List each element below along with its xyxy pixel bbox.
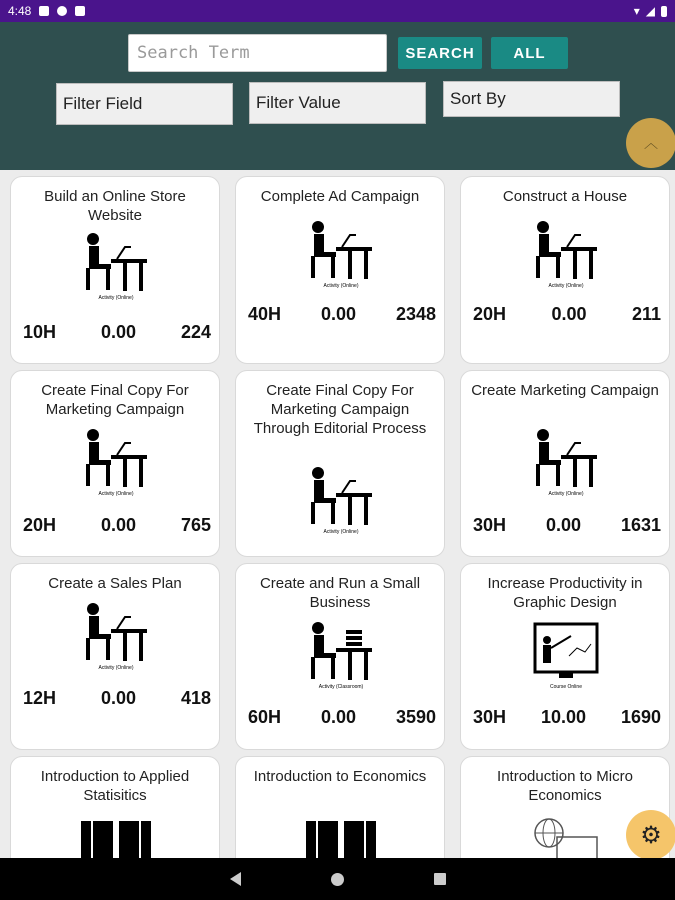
course-title: Complete Ad Campaign	[260, 188, 420, 205]
chevron-up-icon: ︿	[644, 135, 658, 151]
course-hours: 40H	[248, 304, 282, 324]
course-online-icon	[531, 620, 601, 690]
course-card[interactable]	[460, 176, 670, 364]
svg-text:Activity (Online): Activity (Online)	[98, 295, 134, 301]
course-title: Create and Run a Small Business	[259, 575, 421, 611]
course-hours: 30H	[473, 515, 507, 535]
svg-text:Activity (Online): Activity (Online)	[98, 665, 134, 671]
svg-text:Activity (Online): Activity (Online)	[323, 283, 359, 289]
course-stats	[23, 515, 211, 536]
course-price: 0.00	[320, 304, 357, 324]
svg-text:Activity (Online): Activity (Online)	[548, 283, 584, 289]
svg-text:Course Online: Course Online	[550, 684, 582, 690]
activity-online-icon	[306, 219, 376, 289]
course-price: 0.00	[545, 515, 582, 535]
back-icon[interactable]	[230, 872, 241, 886]
activity-online-icon	[531, 427, 601, 497]
course-card[interactable]	[460, 370, 670, 557]
course-price: 0.00	[320, 707, 357, 727]
course-title: Introduction to Applied Statisitics	[40, 768, 190, 804]
course-count: 224	[180, 322, 211, 342]
filter-value-input[interactable]: Filter Value	[249, 82, 426, 124]
course-card[interactable]	[10, 563, 220, 750]
activity-classroom-icon	[306, 620, 376, 690]
svg-text:Activity (Online): Activity (Online)	[548, 491, 584, 497]
course-title: Introduction to Economics	[253, 768, 427, 785]
status-time: 4:48	[8, 4, 32, 18]
course-stats	[248, 304, 436, 325]
signal-icon: ◢	[645, 4, 655, 18]
svg-text:Activity (Online): Activity (Online)	[98, 491, 134, 497]
course-card[interactable]	[235, 370, 445, 557]
android-nav-bar	[0, 858, 675, 900]
recents-icon[interactable]	[434, 873, 446, 885]
course-title: Introduction to Micro Economics	[497, 768, 633, 804]
activity-online-icon	[81, 231, 151, 301]
activity-online-icon	[531, 219, 601, 289]
settings-button[interactable]	[626, 810, 675, 860]
course-hours: 12H	[23, 688, 57, 708]
course-card[interactable]	[10, 370, 220, 557]
course-stats	[23, 322, 211, 343]
gear-icon: ⚙	[640, 821, 662, 849]
course-hours: 20H	[473, 304, 507, 324]
course-price: 0.00	[100, 688, 137, 708]
course-stats	[23, 688, 211, 709]
course-count: 2348	[395, 304, 436, 324]
search-button[interactable]: SEARCH	[398, 37, 482, 69]
course-count: 1690	[620, 707, 661, 727]
course-hours: 30H	[473, 707, 507, 727]
wifi-icon: ▾	[633, 4, 640, 18]
course-stats	[473, 707, 661, 728]
activity-online-icon	[81, 427, 151, 497]
course-card[interactable]	[235, 756, 445, 858]
sort-by-select[interactable]: Sort By	[443, 81, 620, 117]
activity-online-icon	[306, 465, 376, 535]
course-card[interactable]	[10, 176, 220, 364]
all-button[interactable]: ALL	[491, 37, 568, 69]
course-stats	[248, 707, 436, 728]
notification-icon	[39, 6, 49, 16]
collapse-header-button[interactable]	[626, 118, 675, 168]
globe-icon	[531, 817, 601, 858]
status-bar	[0, 0, 675, 22]
course-card[interactable]	[235, 563, 445, 750]
book-icon	[306, 819, 376, 858]
course-hours: 20H	[23, 515, 57, 535]
battery-icon	[661, 6, 667, 17]
activity-online-icon	[81, 601, 151, 671]
course-hours: 60H	[248, 707, 282, 727]
course-price: 0.00	[100, 322, 137, 342]
course-card[interactable]	[235, 176, 445, 364]
sd-card-icon	[75, 6, 85, 16]
course-count: 418	[180, 688, 211, 708]
course-title: Build an Online Store Website	[44, 188, 186, 224]
course-card[interactable]	[460, 563, 670, 750]
course-hours: 10H	[23, 322, 57, 342]
svg-text:Activity (Classroom): Activity (Classroom)	[318, 684, 364, 690]
course-card[interactable]	[10, 756, 220, 858]
course-stats	[473, 304, 661, 325]
svg-text:Activity (Online): Activity (Online)	[323, 529, 359, 535]
book-icon	[81, 819, 151, 858]
course-title: Create Final Copy For Marketing Campaign Through Editorial Process	[253, 382, 427, 437]
course-title: Increase Productivity in Graphic Design	[487, 575, 643, 611]
course-price: 10.00	[540, 707, 587, 727]
course-count: 211	[631, 304, 661, 324]
search-input[interactable]	[128, 34, 387, 72]
course-count: 765	[180, 515, 211, 535]
course-title: Create Marketing Campaign	[471, 382, 659, 399]
course-count: 3590	[395, 707, 436, 727]
filter-header	[0, 22, 675, 170]
course-price: 0.00	[551, 304, 587, 324]
course-stats	[473, 515, 661, 536]
home-icon[interactable]	[331, 873, 344, 886]
course-title: Create a Sales Plan	[48, 575, 182, 592]
app-icon	[57, 6, 67, 16]
course-grid	[0, 170, 675, 858]
course-title: Create Final Copy For Marketing Campaign	[41, 382, 189, 418]
course-title: Construct a House	[502, 188, 628, 205]
course-price: 0.00	[100, 515, 137, 535]
course-count: 1631	[620, 515, 661, 535]
filter-field-select[interactable]: Filter Field	[56, 83, 233, 125]
